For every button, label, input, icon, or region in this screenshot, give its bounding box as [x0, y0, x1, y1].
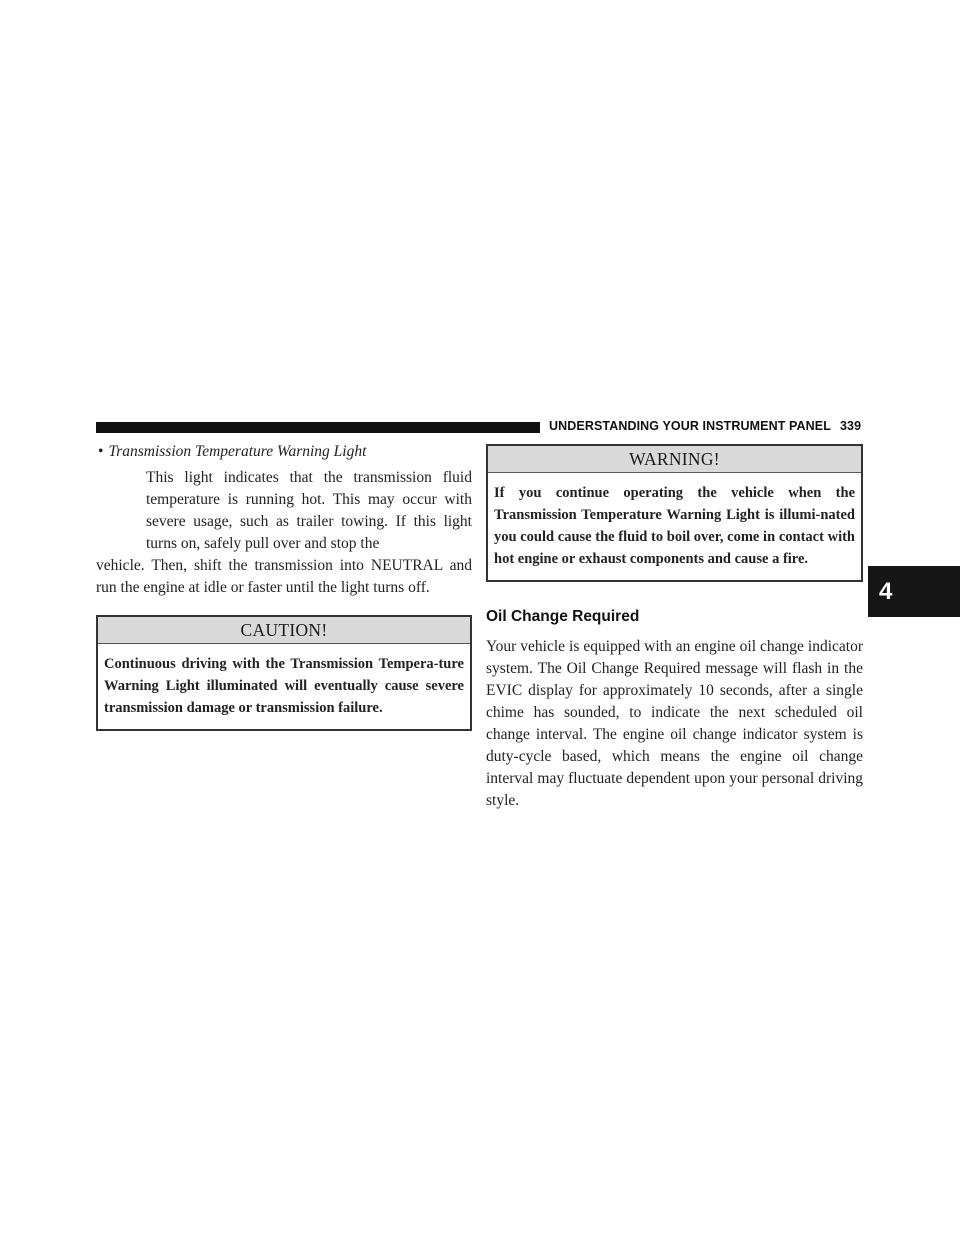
header-rule [96, 422, 540, 433]
caution-heading: CAUTION! [98, 617, 470, 644]
caution-body: Continuous driving with the Transmission Tempera-ture Warning Light illuminated will eventually cause severe transmission damage or transmission failure. [104, 656, 464, 716]
paragraph-continued-text: vehicle. Then, shift the transmission into NEUTRAL and run the engine at idle or faster until the light turns off. [96, 557, 472, 596]
section-body: Your vehicle is equipped with an engine oil change indicator system. The Oil Change Required message will flash in the EVIC display for approximately 10 seconds, after a single chime has sounded, to indicate the next scheduled oil change interval. The engine oil change indicator system is duty-cycle based, which means the engine oil change interval may fluctuate dependent upon your personal driving style. [486, 638, 863, 809]
right-column [486, 444, 863, 812]
paragraph-indented-text: This light indicates that the transmission fluid temperature is running hot. This may occur with severe usage, such as trailer towing. If this light turns on, safely pull over and stop the [146, 469, 472, 552]
warning-heading: WARNING! [488, 446, 861, 473]
bullet-icon: • [98, 443, 104, 460]
running-header [549, 419, 865, 433]
section-heading: Oil Change Required [486, 608, 640, 625]
bullet-title: Transmission Temperature Warning Light [108, 443, 367, 460]
warning-body: If you continue operating the vehicle when the Transmission Temperature Warning Light is illumi-nated you could cause the fluid to boil over, come in contact with hot engine or exhaust components and cause a fire. [494, 485, 855, 567]
caution-box [96, 615, 472, 731]
bullet-item [96, 441, 472, 462]
warning-box [486, 444, 863, 582]
chapter-tab [868, 566, 960, 617]
header-section-title: UNDERSTANDING YOUR INSTRUMENT PANEL [549, 419, 831, 433]
chapter-number: 4 [879, 577, 893, 605]
transmission-paragraph [96, 467, 472, 599]
left-column [96, 441, 472, 731]
page-number: 339 [839, 419, 862, 433]
